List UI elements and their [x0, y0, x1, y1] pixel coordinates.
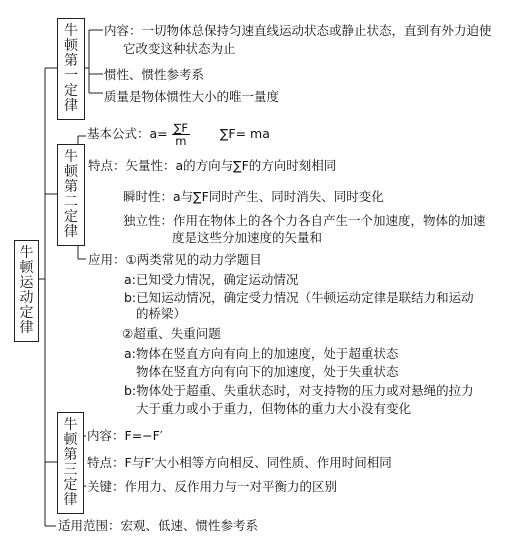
- law1-content-line2: 它改变这种状态为止: [123, 41, 236, 56]
- law2-char: 律: [64, 224, 78, 240]
- law2-app-b2: 的桥梁）: [136, 306, 187, 321]
- law1-char: 律: [64, 98, 78, 114]
- root-char: 律: [19, 320, 34, 336]
- law1-char: 牛: [64, 23, 78, 39]
- law2-char: 二: [64, 194, 78, 210]
- law2-app-2a2: 物体在竖直方向有向下的加速度，处于失重状态: [136, 364, 399, 379]
- law3-char: 顿: [63, 432, 78, 448]
- law2-app-2: ②超重、失重问题: [122, 326, 221, 341]
- law2-char: 顿: [64, 164, 78, 180]
- law3-content: 内容：F=−F′: [87, 428, 163, 443]
- law1-char: 顿: [64, 38, 78, 54]
- formula-fraction: [172, 122, 190, 147]
- law1-char: 第: [64, 53, 78, 69]
- law3-char: 律: [63, 492, 78, 508]
- law3-key: 关键：作用力、反作用力与一对平衡力的区别: [87, 479, 338, 494]
- law2-formula: [87, 122, 270, 147]
- formula-numerator: ∑F: [173, 121, 188, 135]
- root-char: 定: [19, 305, 34, 321]
- formula-label: 基本公式：a=: [87, 126, 168, 141]
- root-node: [14, 240, 39, 342]
- law3-char: 三: [63, 462, 78, 478]
- law2-instant: 瞬时性：a与∑F同时产生、同时消失、同时变化: [123, 189, 384, 204]
- law1-content-line1: 内容：一切物体总保持匀速直线运动状态或静止状态，直到有外力迫使: [104, 23, 492, 38]
- law2-indep-line1: 独立性：作用在物体上的各个力各自产生一个加速度，物体的加速: [123, 213, 486, 228]
- law2-char: 牛: [64, 149, 78, 165]
- formula-2: ∑F= ma: [219, 126, 270, 141]
- law2-char: 第: [64, 179, 78, 195]
- law3-char: 牛: [63, 417, 78, 433]
- law2-app-2b1: b:物体处于超重、失重状态时，对支持物的压力或对悬绳的拉力: [124, 383, 474, 398]
- root-char: 运: [19, 275, 34, 291]
- root-char: 顿: [19, 260, 34, 276]
- root-char: 牛: [19, 245, 34, 261]
- root-char: 动: [19, 290, 34, 306]
- law2-indep-line2: 度是这些分加速度的矢量和: [172, 230, 323, 245]
- law1-char: 一: [64, 68, 78, 84]
- law2-app-2a1: a:物体在竖直方向有向上的加速度，处于超重状态: [124, 346, 399, 361]
- law1-mass: 质量是物体惯性大小的唯一量度: [104, 89, 280, 104]
- law2-node: [57, 144, 85, 246]
- law2-vector: 特点：矢量性：a的方向与∑F的方向时刻相同: [88, 158, 337, 173]
- formula-denominator: m: [175, 134, 187, 148]
- law3-char: 第: [63, 447, 78, 463]
- law2-app-a: a:已知受力情况，确定运动情况: [124, 272, 299, 287]
- law1-node: [57, 18, 85, 120]
- law3-feature: 特点：F与F′大小相等方向相反、同性质、作用时间相同: [87, 455, 392, 470]
- scope: 适用范围：宏观、低速、惯性参考系: [58, 518, 259, 533]
- law1-char: 定: [64, 83, 78, 99]
- law3-node: [57, 412, 84, 514]
- law3-char: 定: [63, 477, 78, 493]
- law2-char: 定: [64, 209, 78, 225]
- law2-application: 应用：①两类常见的动力学题目: [88, 252, 262, 267]
- law2-app-2b2: 大于重力或小于重力，但物体的重力大小没有变化: [136, 401, 412, 416]
- law1-inertia: 惯性、惯性参考系: [104, 67, 205, 82]
- law2-app-b1: b:已知运动情况，确定受力情况（牛顿运动定律是联结力和运动: [124, 290, 474, 305]
